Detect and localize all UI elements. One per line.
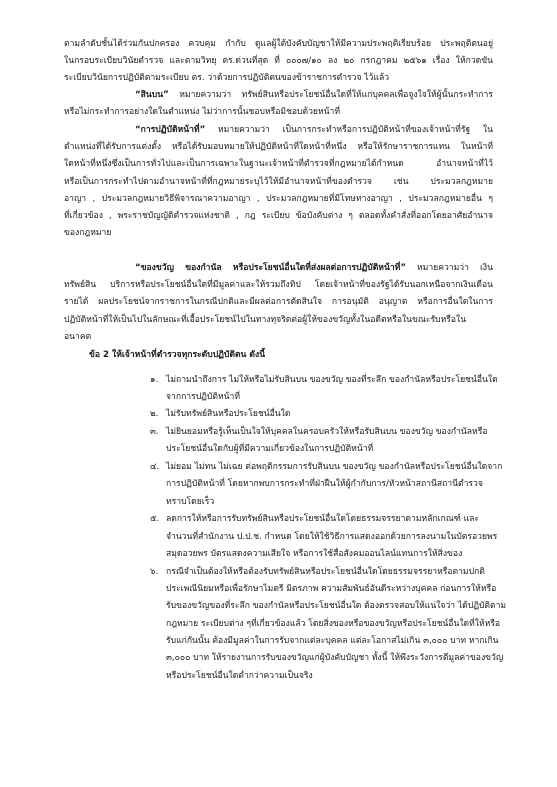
- definition-text: หรือไม่กระทำการอย่างใดในตำแหน่ง ไม่ว่าการนั้นชอบหรือมิชอบด้วยหน้าที่: [64, 107, 340, 117]
- definition-text: หมายความว่า เป็นการกระทำหรือการปฏิบัติหน้าที่ของเจ้าหน้าที่รัฐ ใน: [205, 125, 493, 135]
- list-item-text: ประเพณีนิยมหรือเพื่อรักษาไมตรี มิตรภาพ ความสัมพันธ์อันดีระหว่างบุคคล ก่อนการให้หรือ: [166, 584, 497, 594]
- list-item-text: ไม่ยินยอมหรือรู้เห็นเป็นใจให้บุคคลในครอบครัวให้หรือรับสินบน ของขวัญ ของกำนัลหรือ: [166, 427, 488, 437]
- list-item-text: จำนวนที่สำนักงาน ป.ป.ช. กำหนด โดยให้ใช้วิธีการแสดงออกด้วยการลงนามในบัตรอวยพร: [166, 532, 498, 542]
- intro-line: ระเบียบวินัยการปฏิบัติตามระเบียบ ตร. ว่าด้วยการปฏิบัติตนของข้าราชการตำรวจ ไว้แล้ว: [64, 73, 390, 83]
- definition-term: “สินบน”: [135, 90, 169, 100]
- definition-text: อนาคต: [64, 332, 92, 342]
- list-item-number: ๕.: [150, 514, 160, 524]
- list-item-number: ๔.: [150, 462, 160, 472]
- list-item-text: หรือประโยชน์อื่นใดต่ำกว่าความเป็นจริง: [166, 671, 313, 681]
- intro-line: ตามลำดับชั้นได้ร่วมกันปกครอง ควบคุม กำกับ ดูแลผู้ใต้บังคับบัญชาให้มีความประพฤติเรียบร้อย ประพฤติตนอยู่: [64, 39, 493, 49]
- definition-gift: [135, 262, 493, 274]
- definition-text: หมายความว่า ทรัพย์สินหรือประโยชน์อื่นใดที่ให้แก่บุคคลเพื่อจูงใจให้ผู้นั้นกระทำการ: [168, 90, 493, 100]
- section-heading: ข้อ 2 ให้เจ้าหน้าที่ตำรวจทุกระดับปฏิบัติตน ดังนี้: [89, 350, 266, 360]
- list-item-text: ๓,๐๐๐ บาท ให้รายงานการรับของขวัญแก่ผู้บังคับบัญชา ทั้งนี้ ให้พึงระวังการตีมูลค่าของขวัญ: [166, 653, 504, 663]
- definition-text: ทรัพย์สิน บริการหรือประโยชน์อื่นใดที่มีมูลค่าและให้รวมถึงทิป โดยเจ้าหน้าที่ของรัฐได้รับนอกเหนือจากเงินเดือน: [64, 280, 493, 290]
- list-item-number: ๑.: [150, 375, 159, 385]
- definition-text: รายได้ ผลประโยชน์จากราชการในกรณีปกติและมีผลต่อการตัดสินใจ การอนุมัติ อนุญาต หรือการอื่นใดในการ: [64, 297, 493, 307]
- definition-text: หมายความว่า เงิน: [405, 263, 493, 273]
- list-item-text: ไม่ถามนำถึงการ ไม่ให้หรือไม่รับสินบน ของขวัญ ของที่ระลึก ของกำนัลหรือประโยชน์อื่นใด: [166, 375, 498, 385]
- list-item-text: ไม่ยอม ไม่ทน ไม่เฉย ต่อพฤติกรรมการรับสินบน ของขวัญ ของกำนัลหรือประโยชน์อื่นใดจาก: [166, 462, 503, 472]
- definition-text: ปฏิบัติหน้าที่ให้เป็นไปในลักษณะที่เอื้อประโยชน์ไปในทางทุจริตต่อผู้ให้ของขวัญทั้งในอดีตหรือในขณะรับหรือใน: [64, 315, 467, 325]
- list-item-text: ทราบโดยเร็ว: [166, 497, 215, 507]
- list-item-number: ๒.: [150, 409, 159, 419]
- list-item-text: รับของขวัญของที่ระลึก ของกำนัลหรือประโยชน์อื่นใด ต้องตรวจสอบให้แน่ใจว่า ได้ปฏิบัติตาม: [166, 601, 507, 611]
- definition-text: อาญา , ประมวลกฎหมายวิธีพิจารณาความอาญา , ประมวลกฎหมายที่มีโทษทางอาญา , ประมวลกฎหมายอื่น ๆ: [64, 194, 493, 204]
- definition-term: “การปฏิบัติหน้าที่”: [135, 125, 206, 135]
- definition-bribe: [135, 89, 493, 101]
- list-item-text: ไม่รับทรัพย์สินหรือประโยชน์อื่นใด: [166, 409, 291, 419]
- definition-text: ที่เกี่ยวข้อง , พระราชบัญญัติตำรวจแห่งชาติ , กฎ ระเบียบ ข้อบังคับต่าง ๆ ตลอดทั้งคำสั่งที่ออกโดยอาศัยอำนาจ: [64, 211, 493, 221]
- list-item-text: รับแก่กันนั้น ต้องมีมูลค่าในการรับจากแต่ละบุคคล แต่ละโอกาสไม่เกิน ๓,๐๐๐ บาท หากเกิน: [166, 636, 499, 646]
- list-item-number: ๓.: [150, 427, 159, 437]
- definition-term: “ของขวัญ ของกำนัล หรือประโยชน์อื่นใดที่ส่งผลต่อการปฏิบัติหน้าที่”: [135, 263, 406, 273]
- list-item-text: จากการปฏิบัติหน้าที่: [166, 392, 240, 402]
- list-item-text: สมุดอวยพร บัตรแสดงความเสียใจ หรือการใช้สื่อสังคมออนไลน์แทนการให้สิ่งของ: [166, 549, 463, 559]
- list-item-text: กฎหมาย ระเบียบต่าง ๆที่เกี่ยวข้องแล้ว โดยสิ่งของหรือของขวัญหรือประโยชน์อื่นใดที่ให้หรือ: [166, 619, 501, 629]
- definition-duty: [135, 124, 493, 136]
- definition-text: ตำแหน่งที่ได้รับการแต่งตั้ง หรือได้รับมอบหมายให้ปฏิบัติหน้าที่ใดหน้าที่หนึ่ง หรือให้รักษาราชการแทน ในหน้าที่: [64, 142, 493, 152]
- definition-text: ใดหน้าที่หนึ่งซึ่งเป็นการทั่วไปและเป็นการเฉพาะในฐานะเจ้าหน้าที่ตำรวจที่กฎหมายได้กำหนด อำนาจหน้าที่ไว้: [64, 159, 493, 169]
- list-item-text: กรณีจำเป็นต้องให้หรือต้องรับทรัพย์สินหรือประโยชน์อื่นใดโดยธรรมจรรยาหรือตามปกติ: [166, 567, 485, 577]
- list-item-text: การปฏิบัติหน้าที่ โดยหากพบการกระทำที่ฝ่าฝืนให้ผู้กำกับการ/หัวหน้าสถานีสถานีตำรวจ: [166, 479, 483, 489]
- list-item-number: ๖.: [150, 567, 159, 577]
- list-item-text: ลดการให้หรือการรับทรัพย์สินหรือประโยชน์อื่นใดโดยธรรมจรรยาตามหลักเกณฑ์ และ: [166, 514, 480, 524]
- list-item-text: ประโยชน์อื่นใดกับผู้ที่มีความเกี่ยวข้องในการปฏิบัติหน้าที่: [166, 444, 374, 454]
- intro-line: ในกรอบระเบียบวินัยตำรวจ และตามวิทยุ ตร.ด่วนที่สุด ที่ ๐๐๐๗/๑๐ ลง ๒๐ กรกฎาคม ๒๕๖๑ เรื่อง ให้กวดขัน: [64, 56, 493, 66]
- definition-text: หรือเป็นการกระทำไปตามอำนาจหน้าที่ที่กฎหมายระบุไว้ให้มีอำนาจหน้าที่ของตำรวจ เช่น ประมวลกฎหมาย: [64, 177, 493, 187]
- definition-text: ของกฎหมาย: [64, 228, 112, 238]
